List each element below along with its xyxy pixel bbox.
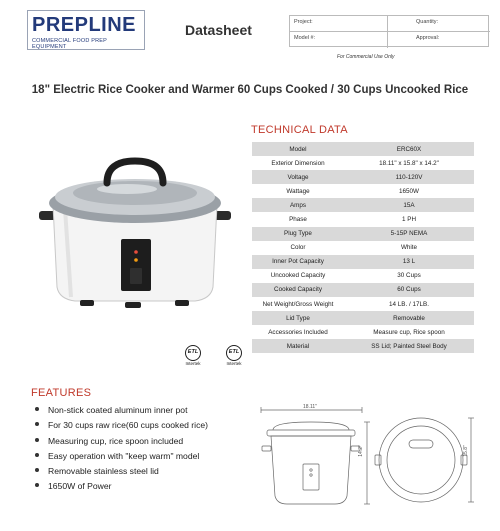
width-dimension-label: 18.11" xyxy=(303,404,317,410)
spec-value: 110-120V xyxy=(395,173,423,181)
feature-item: Removable stainless steel lid xyxy=(34,465,208,480)
spec-row xyxy=(252,283,474,297)
spec-value: 15A xyxy=(403,201,415,209)
spec-row xyxy=(252,241,474,255)
technical-data-table xyxy=(252,142,474,353)
spec-row xyxy=(252,227,474,241)
spec-value: 5-15P NEMA xyxy=(390,230,428,238)
feature-item: For 30 cups raw rice(60 cups cooked rice) xyxy=(34,419,208,434)
spec-row xyxy=(252,269,474,283)
spec-label: Material xyxy=(286,342,310,350)
logo-wordmark: PREPLINE xyxy=(32,14,137,36)
document-title: Datasheet xyxy=(185,22,252,38)
spec-row xyxy=(252,170,474,184)
spec-value: Measure cup, Rice spoon xyxy=(373,328,445,336)
spec-label: Wattage xyxy=(286,187,310,195)
feature-item: Measuring cup, rice spoon included xyxy=(34,435,208,450)
features-list xyxy=(34,404,208,496)
features-heading: FEATURES xyxy=(31,387,92,399)
product-title: 18" Electric Rice Cooker and Warmer 60 Cups Cooked / 30 Cups Uncooked Rice xyxy=(31,84,469,96)
spec-label: Cooked Capacity xyxy=(274,286,322,294)
spec-label: Phase xyxy=(289,216,307,224)
spec-label: Net Weight/Gross Weight xyxy=(262,300,334,308)
spec-value: SS Lid; Painted Steel Body xyxy=(371,342,447,350)
spec-row xyxy=(252,198,474,212)
spec-row xyxy=(252,142,474,156)
spec-row xyxy=(252,255,474,269)
height-dimension-label: 14.2" xyxy=(357,445,364,457)
approval-field[interactable]: Approval: xyxy=(416,35,440,41)
technical-data-heading: TECHNICAL DATA xyxy=(251,124,348,136)
spec-label: Lid Type xyxy=(286,314,310,322)
etl-mark-icon: ETL xyxy=(185,345,201,361)
etl-mark-icon: ETL xyxy=(226,345,242,361)
spec-value: 14 LB. / 17LB. xyxy=(389,300,429,308)
spec-row xyxy=(252,325,474,339)
spec-row xyxy=(252,339,474,353)
spec-label: Plug Type xyxy=(284,230,312,238)
spec-row xyxy=(252,184,474,198)
spec-label: Voltage xyxy=(287,173,309,181)
quantity-field[interactable]: Quantity: xyxy=(388,16,490,32)
spec-label: Amps xyxy=(289,201,307,209)
spec-value: Removable xyxy=(393,314,425,322)
feature-item: 1650W of Power xyxy=(34,480,208,495)
logo xyxy=(27,10,145,50)
spec-value: 1650W xyxy=(399,187,419,195)
commercial-use-note: For Commercial Use Only xyxy=(337,54,395,60)
spec-value: 30 Cups xyxy=(397,272,421,280)
spec-row xyxy=(252,156,474,170)
spec-label: Uncooked Capacity xyxy=(270,272,326,280)
spec-row xyxy=(252,297,474,311)
feature-item: Non-stick coated aluminum inner pot xyxy=(34,404,208,419)
dimension-drawing xyxy=(259,400,474,512)
spec-value: 1 PH xyxy=(402,216,416,224)
project-info-form xyxy=(289,15,489,47)
etl-sanitation-certification xyxy=(222,345,246,366)
logo-tagline: COMMERCIAL FOOD PREP EQUIPMENT xyxy=(32,38,107,50)
spec-value: White xyxy=(400,244,418,252)
spec-value: 18.11" x 15.8" x 14.2" xyxy=(379,159,439,167)
spec-label: Inner Pot Capacity xyxy=(272,258,324,266)
spec-row xyxy=(252,311,474,325)
spec-row xyxy=(252,212,474,226)
spec-label: Color xyxy=(290,244,306,252)
cert-label: Intertek xyxy=(226,361,242,366)
etl-certification xyxy=(181,345,205,366)
spec-value: ERC60X xyxy=(396,145,422,153)
feature-item: Easy operation with "keep warm" model xyxy=(34,450,208,465)
spec-label: Exterior Dimension xyxy=(271,159,325,167)
rice-cooker-image xyxy=(35,147,235,327)
spec-value: 13 L xyxy=(402,258,416,266)
spec-label: Accessories Included xyxy=(268,328,328,336)
depth-dimension-label: 15.8" xyxy=(462,445,469,457)
model-field[interactable]: Model #: xyxy=(290,32,388,48)
project-field[interactable]: Project: xyxy=(290,16,388,32)
spec-value: 60 Cups xyxy=(397,286,421,294)
cert-label: Intertek xyxy=(185,361,201,366)
spec-label: Model xyxy=(289,145,307,153)
